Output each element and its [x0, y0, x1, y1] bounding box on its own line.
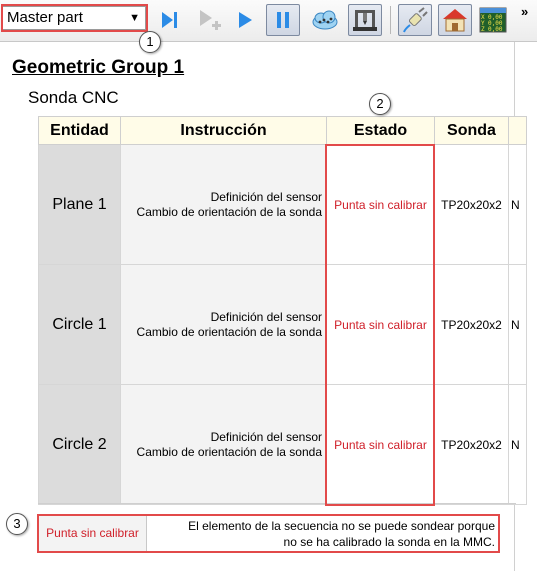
add-step-icon: [196, 7, 222, 33]
table-header-row: [39, 117, 527, 145]
instruction-line: Definición del sensor: [210, 189, 322, 204]
step-forward-button[interactable]: [152, 4, 186, 36]
probe-subtitle: Sonda CNC: [28, 88, 119, 107]
extra-cell: N: [509, 265, 527, 385]
xyz-readout-button[interactable]: [476, 4, 510, 36]
x-readout: 0,00: [488, 14, 503, 21]
probe-cell: TP20x20x2: [435, 265, 509, 385]
table-row[interactable]: [39, 265, 527, 385]
callout-badge-1: 1: [139, 31, 161, 53]
probe-plug-icon: [402, 7, 428, 33]
probe-cell: TP20x20x2: [435, 385, 509, 505]
y-readout: 0,00: [488, 20, 503, 27]
part-select-value: Master part: [7, 9, 83, 26]
extra-cell: N: [509, 145, 527, 265]
column-header-status: Estado: [327, 117, 435, 145]
legend-line: El elemento de la secuencia no se puede sondear porque: [188, 519, 495, 533]
instruction-cell: [121, 265, 327, 385]
pause-button[interactable]: [266, 4, 300, 36]
play-icon: [234, 9, 256, 31]
column-header-instruction: Instrucción: [121, 117, 327, 145]
step-forward-icon: [158, 9, 180, 31]
group-title: Geometric Group 1: [12, 57, 185, 78]
toolbar: [0, 0, 537, 42]
cnc-machine-button[interactable]: [348, 4, 382, 36]
cnc-machine-icon: [352, 7, 378, 33]
extra-cell: N: [509, 385, 527, 505]
status-cell: Punta sin calibrar: [327, 385, 435, 505]
legend-line: no se ha calibrado la sonda en la MMC.: [283, 535, 495, 549]
instruction-line: Cambio de orientación de la sonda: [136, 444, 322, 459]
xyz-readout-icon: [479, 7, 507, 33]
table-divider: [38, 503, 516, 504]
status-cell: Punta sin calibrar: [327, 265, 435, 385]
instruction-line: Definición del sensor: [210, 429, 322, 444]
callout-badge-3: 3: [6, 513, 28, 535]
home-button[interactable]: [438, 4, 472, 36]
sequence-table: [38, 116, 527, 505]
add-step-button[interactable]: [192, 4, 226, 36]
entity-cell: Plane 1: [39, 145, 121, 265]
status-legend: [38, 515, 499, 552]
callout-badge-2: 2: [369, 93, 391, 115]
status-cell: Punta sin calibrar: [327, 145, 435, 265]
toolbar-separator: [390, 6, 391, 34]
column-header-entity: Entidad: [39, 117, 121, 145]
chevron-down-icon: ▼: [129, 12, 140, 24]
part-select[interactable]: [2, 6, 146, 30]
table-row[interactable]: [39, 385, 527, 505]
probe-cell: TP20x20x2: [435, 145, 509, 265]
svg-text:Y: Y: [481, 20, 485, 27]
toolbar-overflow-button[interactable]: »: [521, 4, 529, 19]
pause-icon: [272, 9, 294, 31]
column-header-extra: [509, 117, 527, 145]
probe-plug-button[interactable]: [398, 4, 432, 36]
instruction-cell: [121, 145, 327, 265]
play-button[interactable]: [228, 4, 262, 36]
cloud-button[interactable]: [308, 4, 342, 36]
table-row[interactable]: [39, 145, 527, 265]
entity-cell: Circle 1: [39, 265, 121, 385]
legend-status: Punta sin calibrar: [39, 516, 147, 551]
z-readout: 0,00: [488, 26, 503, 33]
instruction-line: Cambio de orientación de la sonda: [136, 324, 322, 339]
instruction-cell: [121, 385, 327, 505]
svg-text:Z: Z: [481, 26, 485, 33]
legend-description: [151, 518, 495, 550]
home-icon: [441, 7, 469, 33]
entity-cell: Circle 2: [39, 385, 121, 505]
svg-text:X: X: [481, 14, 485, 21]
cloud-icon: [311, 8, 339, 32]
column-header-probe: Sonda: [435, 117, 509, 145]
instruction-line: Definición del sensor: [210, 309, 322, 324]
instruction-line: Cambio de orientación de la sonda: [136, 204, 322, 219]
